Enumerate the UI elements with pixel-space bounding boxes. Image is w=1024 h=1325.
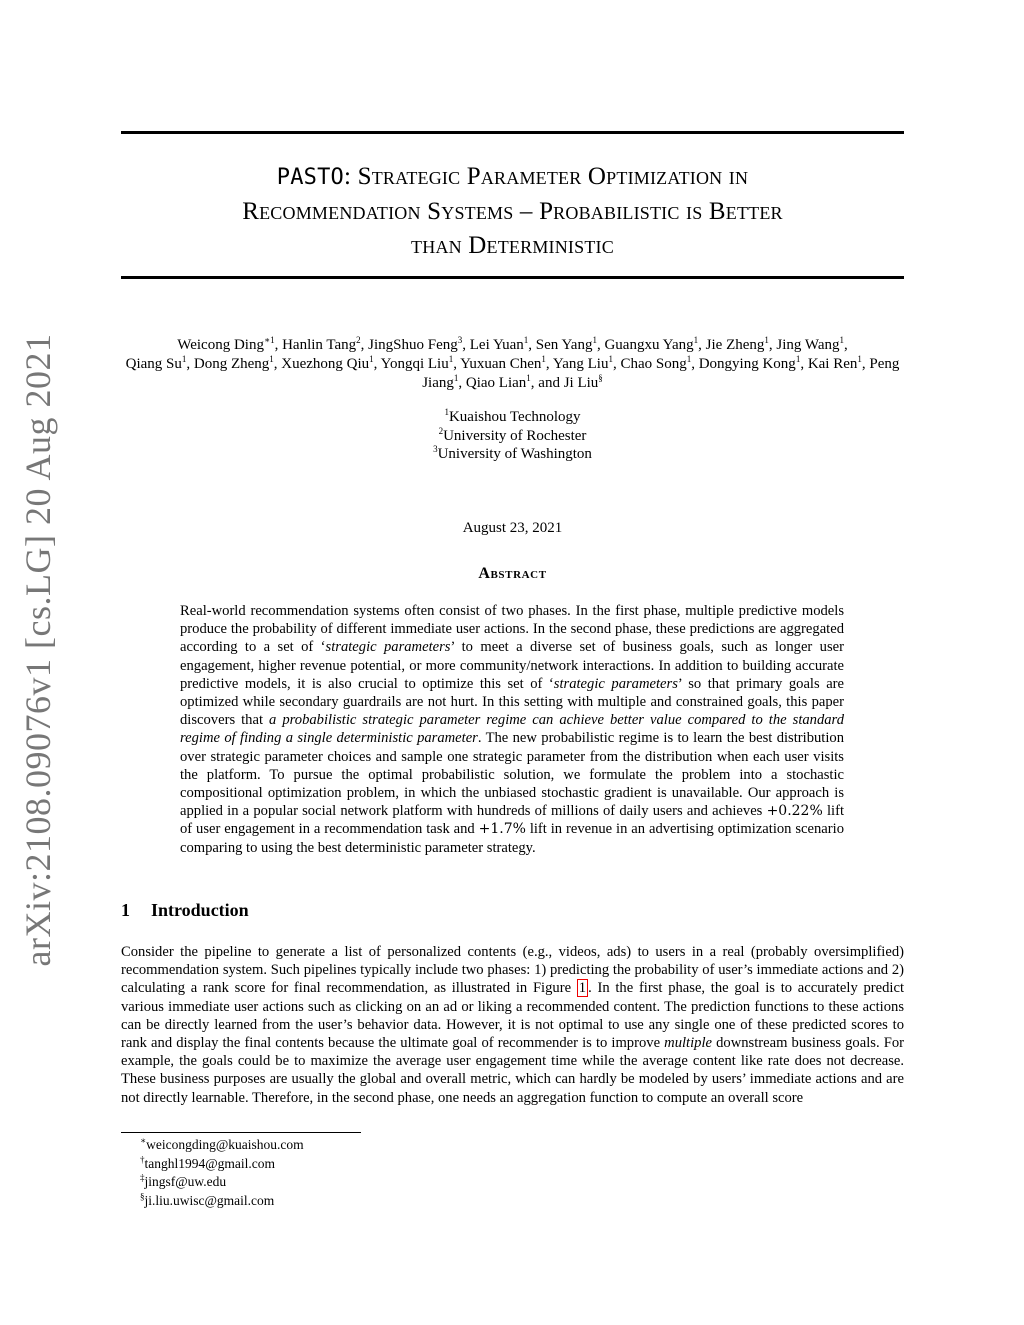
author: Dong Zheng$^1$, (193, 354, 282, 372)
author: Yongqi Liu$^1$, (380, 354, 461, 372)
abstract-body: Real-world recommendation systems often consist of two phases. In the first phase, multiple predictive models produce the probability of different immediate user actions. In the second phase, these predictions are aggregated according to a set of ‘strategic parameters’ to meet a diverse set of business goals, such as longer user engagement, higher revenue potential, or more community/network interactions. In addition to building accurate predictive models, it is also crucial to optimize this set of ‘strategic parameters’ so that primary goals are optimized while secondary guardrails are not hurt. In this setting with multiple and constrained goals, this paper discovers that a probabilistic strategic parameter regime can achieve better value compared to the standard regime of finding a single deterministic parameter. The new probabilistic regime is to learn the best distribution over strategic parameter choices and sample one strategic parameter from the distribution when each user visits the platform. To pursue the optimal probabilistic solution, we formulate the problem into a stochastic compositional optimization problem, in which the unbiased stochastic gradient is unavailable. Our approach is applied in a popular social network platform with hundreds of millions of daily users and achieves +0.22% lift of user engagement in a recommendation task and +1.7% lift in revenue in an advertising optimization scenario comparing to using the best deterministic parameter strategy. (180, 603, 845, 856)
author: Hanlin Tang$^2$, (282, 335, 369, 353)
footnote: ∗weicongding@kuaishou.com (140, 1135, 304, 1152)
abstract-heading: Abstract (478, 565, 547, 582)
arxiv-sidebar-stamp (4, 333, 72, 967)
author: Qiang Su$^1$, (125, 354, 194, 372)
author: Qiao Lian$^1$, and (465, 373, 564, 391)
author: Jie Zheng$^1$, (705, 335, 777, 353)
introduction-paragraph: Consider the pipeline to generate a list of personalized contents (e.g., videos, ads) to users in a real (probably oversimplified) recommendation system. Such pipelines typically include two phases: 1) predicting the probability of user’s immediate actions and 2) calculating a rank score for final recommendation, as illustrated in Figure 1 . In the first phase, the goal is to accurately predict various immediate user actions such as clicking on an ad or liking a recommended content. The prediction functions to these actions can be directly learned from the user’s behavior data. However, it is not optimal to use any single one of these predicted scores to rank and display the final contents because the ultimate goal of recommender is to improve multiple downstream business goals. For example, the goals could be to maximize the average user engagement time while the average content like rate does not decrease. These business purposes are usually the global and overall metric, which can hardly be modeled by users’ immediate actions and are not directly learnable. Therefore, in the second phase, one needs an aggregation function to compute an overall score (121, 944, 905, 1106)
author: Yang Liu$^1$, (552, 354, 621, 372)
footnotes (140, 1136, 304, 1210)
author: Ji Liu§ (563, 373, 603, 391)
title-line-3: than Deterministic (411, 232, 614, 259)
section-heading-introduction: 1 Introduction (121, 900, 249, 920)
author-list (121, 336, 904, 393)
title-line-2: Recommendation Systems – Probabilistic is Better (242, 198, 783, 225)
author: Peng Jiang$^1$, (422, 356, 900, 391)
affiliation: $^3$University of Washington (433, 444, 592, 462)
author: Yuxuan Chen$^1$, (460, 354, 553, 372)
footnote: †tanghl1994@gmail.com (140, 1154, 276, 1171)
arxiv-identifier: arXiv:2108.09076v1 [cs.LG] 20 Aug 2021 (18, 333, 58, 967)
author: Weicong Ding$^{∗1}$, (177, 335, 283, 353)
title-bottom-rule (121, 276, 904, 279)
author: Jing Wang$^1$, (776, 335, 848, 353)
affiliation: $^1$Kuaishou Technology (444, 407, 581, 425)
affiliation: $^2$University of Rochester (438, 425, 587, 444)
title-line-1: : Strategic Parameter Optimization in (344, 163, 749, 190)
affiliations (121, 408, 904, 464)
paper-title (121, 160, 904, 263)
author: Xuezhong Qiu$^1$, (281, 354, 381, 372)
author: Lei Yuan$^1$, (469, 335, 536, 353)
system-name: PASTO (276, 165, 345, 190)
footnote-rule (121, 1132, 361, 1133)
author: Kai Ren$^1$, (807, 354, 870, 372)
author: JingShuo Feng$^3$, (368, 335, 470, 353)
figure-1-link[interactable]: 1 (578, 980, 587, 997)
title-top-rule (121, 131, 904, 134)
author: Chao Song$^1$, (620, 354, 699, 372)
author: Guangxu Yang$^1$, (604, 335, 706, 353)
paper-date: August 23, 2021 (462, 520, 563, 536)
footnote: ‡jingsf@uw.edu (140, 1172, 227, 1189)
author: Sen Yang$^1$, (535, 335, 605, 353)
author: Dongying Kong$^1$, (698, 354, 808, 372)
footnote: §ji.liu.uwisc@gmail.com (140, 1191, 275, 1208)
